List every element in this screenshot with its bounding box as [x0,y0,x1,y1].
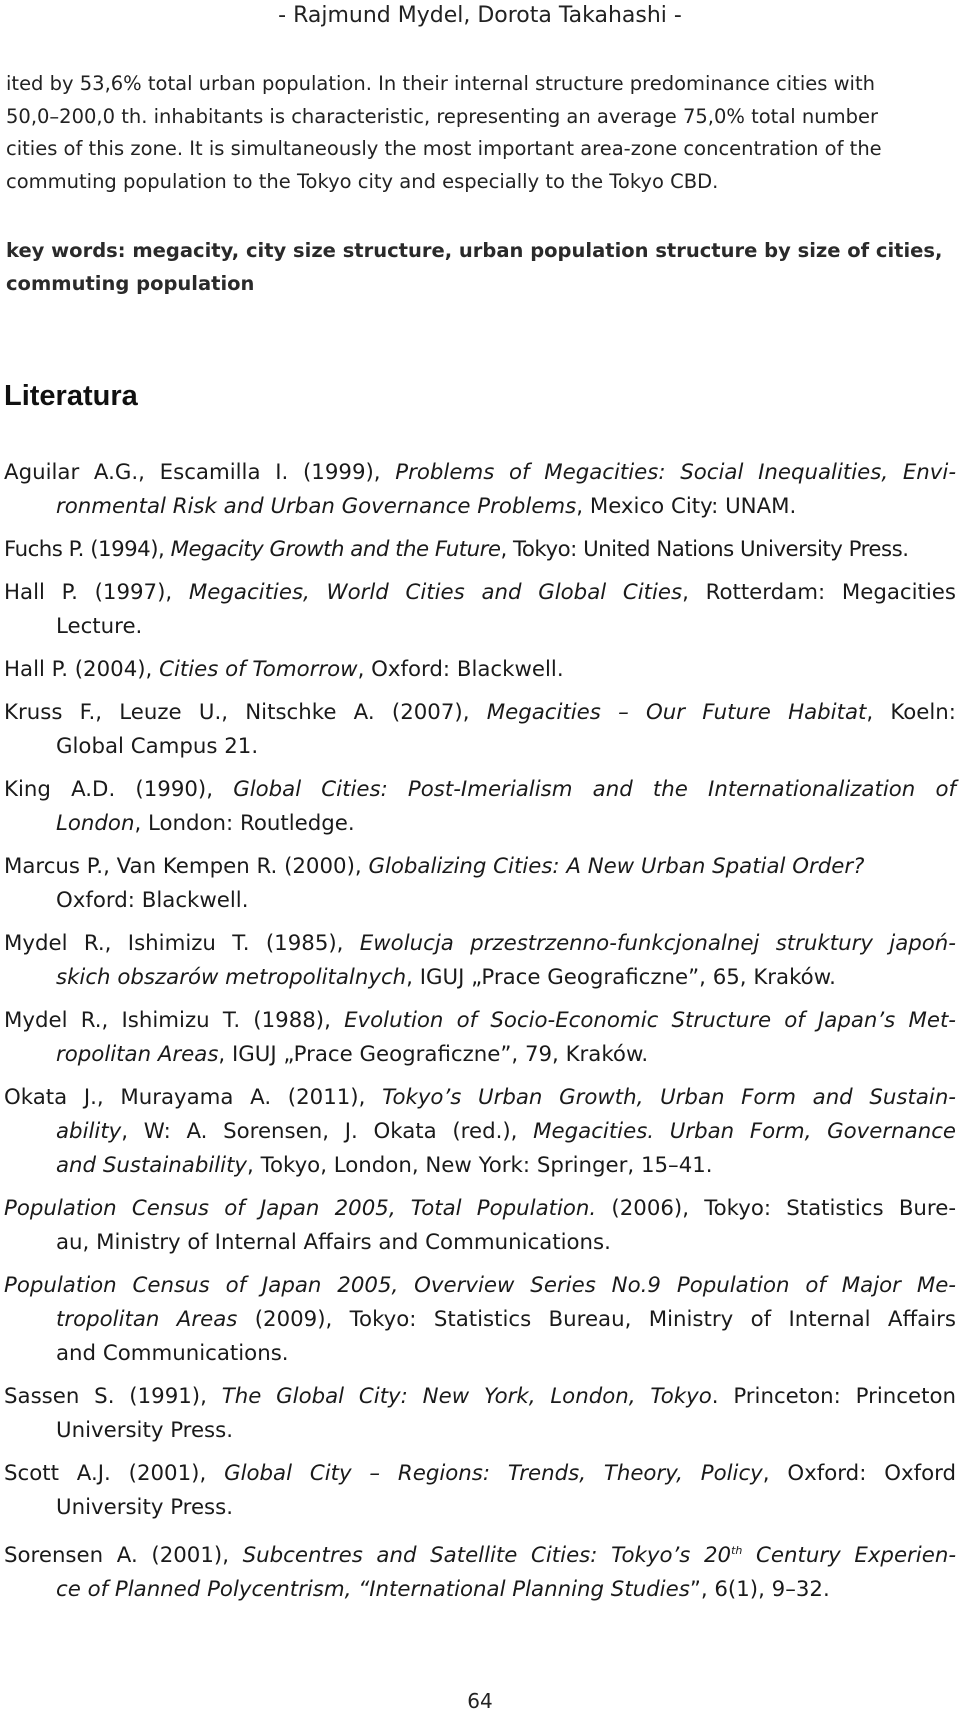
reference-line [4,1534,956,1573]
reference-title: ronmental Risk and Urban Governance Problems [56,494,577,519]
reference-title: The Global City: New York, London, Tokyo [221,1384,712,1409]
reference-authors-year: Aguilar A.G., Escamilla I. (1999), [4,460,396,485]
reference-publisher: (2006), Tokyo: Statistics Bure- [596,1196,956,1221]
reference-publisher: , Mexico City: UNAM. [576,494,797,519]
reference-publisher: , London: Routledge. [134,811,355,836]
page-number: 64 [467,1689,493,1713]
reference-title: and Sustainability [56,1153,248,1178]
reference-authors-year: Fuchs P. (1994), [4,537,171,562]
reference-publisher: , W: A. Sorensen, J. Okata (red.), [121,1119,534,1144]
reference-line [4,1038,956,1072]
reference-authors-year: Kruss F., Leuze U., Nitschke A. (2007), [4,700,487,725]
reference-publisher: , Rotterdam: Megacities [682,580,957,605]
reference-line [4,1192,956,1226]
reference-entry [4,850,956,918]
abstract-line: commuting population to the Tokyo city and especially to the Tokyo CBD. [6,169,719,193]
reference-authors-year: Marcus P., Van Kempen R. (2000), [4,854,369,879]
reference-entry [4,696,956,764]
reference-title: London [56,811,135,836]
reference-entry [4,1192,956,1260]
reference-publisher: , Oxford: Blackwell. [357,657,564,682]
reference-line [4,1081,956,1115]
reference-line [4,533,956,567]
reference-line [4,1380,956,1414]
reference-line [4,884,956,918]
reference-publisher: and Communications. [56,1341,289,1366]
reference-line [4,490,956,524]
keywords-line: key words: megacity, city size structure, urban population structure by size of cities, [6,239,943,262]
reference-publisher: , IGUJ „Prace Geograficzne”, 79, Kraków. [218,1042,649,1067]
reference-publisher: , Tokyo, London, New York: Springer, 15–41. [247,1153,713,1178]
reference-line [4,961,956,995]
reference-title: Century Experien- [742,1543,957,1569]
reference-entry [4,1004,956,1072]
reference-publisher: . Princeton: Princeton [711,1384,956,1409]
reference-list [4,456,956,1616]
reference-entry [4,927,956,995]
reference-line [4,653,956,687]
reference-line [4,1004,956,1038]
reference-entry [4,576,956,644]
reference-publisher: , Koeln: [866,700,956,725]
reference-title: Ewolucja przestrzenno-funkcjonalnej struktury japoń- [359,931,956,956]
reference-title: Megacities. Urban Form, Governance [533,1119,956,1144]
reference-publisher: (2009), Tokyo: Statistics Bureau, Ministry of Internal Affairs [237,1307,956,1332]
reference-title: Tokyo’s Urban Growth, Urban Form and Sustain- [382,1085,956,1110]
reference-entry [4,1269,956,1371]
reference-line [4,1115,956,1149]
reference-publisher: ”, 6(1), 9–32. [689,1577,830,1603]
reference-entry [4,1380,956,1448]
reference-line [4,730,956,764]
reference-title: Global Cities: Post-Imerialism and the Internationalization of [233,777,956,802]
reference-line [4,807,956,841]
reference-title: Megacities, World Cities and Global Cities [188,580,683,605]
reference-authors-year: Scott A.J. (2001), [4,1461,225,1486]
reference-authors-year: Sassen S. (1991), [4,1384,222,1409]
reference-line [4,1226,956,1260]
reference-title: Megacities – Our Future Habitat [486,700,867,725]
reference-publisher: , Oxford: Oxford [762,1461,957,1486]
reference-title: Population Census of Japan 2005, Overview Series No.9 Population of Major Me- [4,1273,956,1298]
reference-superscript: th [731,1544,743,1557]
reference-line [4,927,956,961]
reference-publisher: Lecture. [56,614,143,639]
reference-title: ropolitan Areas [56,1042,219,1067]
reference-line [4,1491,956,1525]
reference-title: Evolution of Socio-Economic Structure of Japan’s Met- [344,1008,956,1033]
reference-line [4,1149,956,1183]
reference-title: skich obszarów metropolitalnych [56,965,407,990]
abstract-line: ited by 53,6% total urban population. In their internal structure predominance cities with [6,72,875,95]
reference-authors-year: Mydel R., Ishimizu T. (1988), [4,1008,345,1033]
reference-title: Global City – Regions: Trends, Theory, Policy [224,1461,763,1486]
abstract-line: cities of this zone. It is simultaneously the most important area-zone concentration of the [6,137,882,160]
keywords-line: commuting population [6,271,255,295]
reference-title: ce of Planned Polycentrism, [56,1577,359,1603]
reference-authors-year: Sorensen A. (2001), [4,1543,243,1569]
keywords-paragraph [6,235,956,300]
reference-title: ability [56,1119,122,1144]
reference-entry [4,653,956,687]
reference-line [4,1573,956,1607]
reference-line [4,610,956,644]
reference-title: tropolitan Areas [56,1307,238,1332]
reference-line [4,1337,956,1371]
reference-entry [4,773,956,841]
reference-authors-year: Hall P. (2004), [4,657,160,682]
reference-authors-year: Hall P. (1997), [4,580,189,605]
reference-publisher: , Tokyo: United Nations University Press. [500,537,909,562]
reference-line [4,1303,956,1337]
reference-entry [4,456,956,524]
reference-line [4,1269,956,1303]
reference-publisher: University Press. [56,1495,234,1520]
reference-line [4,696,956,730]
reference-title: Globalizing Cities: A New Urban Spatial Order? [368,854,865,879]
reference-entry [4,1534,956,1607]
reference-title: Cities of Tomorrow [159,657,358,682]
reference-publisher: au, Ministry of Internal Affairs and Communications. [56,1230,611,1255]
reference-publisher: Global Campus 21. [56,734,259,759]
reference-journal: “International Planning Studies [358,1577,690,1603]
reference-entry [4,533,956,567]
reference-title: Population Census of Japan 2005, Total Population. [4,1196,597,1221]
reference-publisher: University Press. [56,1418,234,1443]
reference-title: Subcentres and Satellite Cities: Tokyo’s 20 [242,1543,732,1569]
reference-title: Problems of Megacities: Social Inequalities, Envi- [395,460,956,485]
reference-authors-year: Mydel R., Ishimizu T. (1985), [4,931,360,956]
reference-line [4,576,956,610]
running-header: - Rajmund Mydel, Dorota Takahashi - [278,3,682,28]
abstract-line: 50,0–200,0 th. inhabitants is characteristic, representing an average 75,0% total number [6,104,878,128]
reference-authors-year: King A.D. (1990), [4,777,234,802]
reference-publisher: Oxford: Blackwell. [56,888,249,913]
reference-line [4,456,956,490]
reference-line [4,1457,956,1491]
reference-entry [4,1457,956,1525]
reference-publisher: , IGUJ „Prace Geograficzne”, 65, Kraków. [406,965,836,990]
reference-line [4,1414,956,1448]
reference-line [4,773,956,807]
reference-title: Megacity Growth and the Future [170,537,501,562]
reference-entry [4,1081,956,1183]
reference-authors-year: Okata J., Murayama A. (2011), [4,1085,383,1110]
reference-line [4,850,956,884]
section-heading: Literatura [4,380,138,412]
abstract-paragraph [6,68,956,198]
